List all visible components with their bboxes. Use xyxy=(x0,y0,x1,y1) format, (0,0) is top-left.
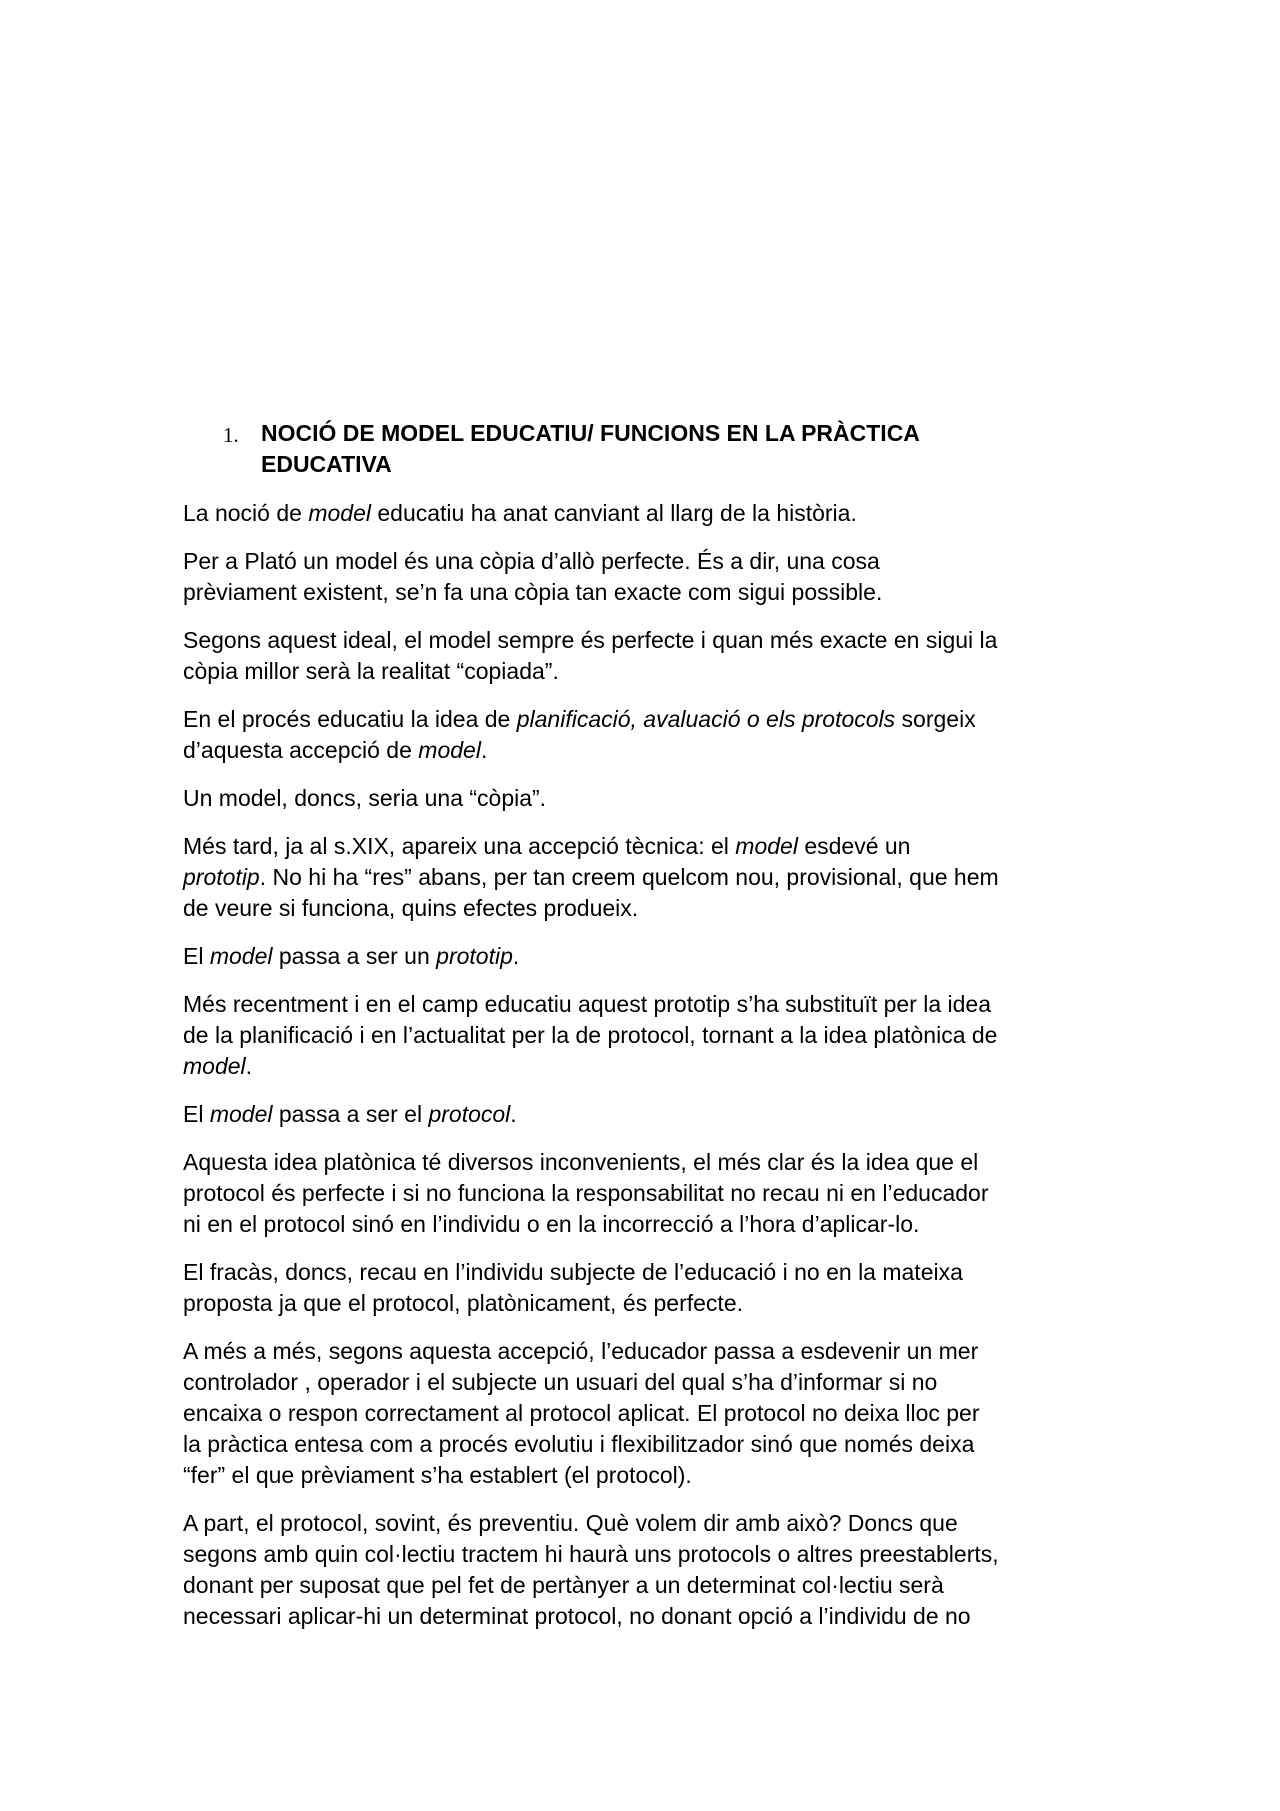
text-run: sorgeix d’aquesta accepció de xyxy=(183,706,976,763)
paragraph-list xyxy=(183,498,1108,1632)
text-run: educatiu ha anat canviant al llarg de la història. xyxy=(370,500,857,526)
section-title-line-2: EDUCATIVA xyxy=(261,451,392,477)
text-run: Per a Plató un model és una còpia d’allò perfecte. És a dir, una cosa prèviament existent, se’n fa una còpia tan exacte com sigui possible. xyxy=(183,548,883,605)
italic-text: planificació, avaluació o els protocols xyxy=(516,706,896,732)
text-run: El xyxy=(183,943,210,969)
paragraph xyxy=(183,546,1108,608)
paragraph xyxy=(183,704,1108,766)
paragraph xyxy=(183,783,1108,814)
paragraph xyxy=(183,1336,1108,1491)
italic-text: model xyxy=(209,1101,273,1127)
italic-text: model xyxy=(308,500,371,526)
italic-text: model xyxy=(418,737,481,763)
text-run: El fracàs, doncs, recau en l’individu subjecte de l’educació i no en la mateixa proposta ja que el protocol, platònicament, és perfecte. xyxy=(183,1259,963,1316)
italic-text: model xyxy=(209,943,273,969)
text-run: La noció de xyxy=(183,500,309,526)
paragraph xyxy=(183,625,1108,687)
italic-text: protocol xyxy=(428,1101,511,1127)
text-run: . No hi ha “res” abans, per tan creem quelcom nou, provisional, que hem de veure si funciona, quins efectes produeix. xyxy=(183,864,999,921)
text-run: El xyxy=(183,1101,210,1127)
paragraph xyxy=(183,989,1108,1082)
italic-text: model xyxy=(735,833,798,859)
italic-text: prototip xyxy=(183,864,260,890)
paragraph xyxy=(183,1147,1108,1240)
text-run: Segons aquest ideal, el model sempre és perfecte i quan més exacte en sigui la còpia millor serà la realitat “copiada”. xyxy=(183,627,998,684)
text-run: Més recentment i en el camp educatiu aquest prototip s’ha substituït per la idea de la planificació i en l’actualitat per la de protocol, tornant a la idea platònica de xyxy=(183,991,998,1048)
text-run: A més a més, segons aquesta accepció, l’educador passa a esdevenir un mer controlador , operador i el subjecte un usuari del qual s’ha d’informar si no encaixa o respon correctament al protocol aplicat. El protocol no deixa lloc per la pràctica entesa com a procés evolutiu i flexibilitzador sinó que només deixa “fer” el que prèviament s’ha establert (el protocol). xyxy=(183,1338,980,1488)
paragraph xyxy=(183,1508,1108,1632)
text-run: En el procés educatiu la idea de xyxy=(183,706,517,732)
paragraph xyxy=(183,1099,1108,1130)
document-body xyxy=(183,418,1108,1649)
text-run: . xyxy=(480,737,488,763)
text-run: . xyxy=(245,1053,253,1079)
italic-text: model xyxy=(183,1053,246,1079)
paragraph xyxy=(183,831,1108,924)
paragraph xyxy=(183,941,1108,972)
text-run: Un model, doncs, seria una “còpia”. xyxy=(183,785,547,811)
text-run: Aquesta idea platònica té diversos inconvenients, el més clar és la idea que el protocol és perfecte i si no funciona la responsabilitat no recau ni en l’educador ni en el protocol sinó en l’individu o en la incorrecció a l’hora d’aplicar-lo. xyxy=(183,1149,989,1237)
section-heading xyxy=(183,418,1108,480)
paragraph xyxy=(183,498,1108,529)
text-run: . xyxy=(510,1101,517,1127)
text-run: esdevé un xyxy=(804,833,911,859)
text-run: passa a ser el xyxy=(272,1101,429,1127)
text-run: A part, el protocol, sovint, és preventiu. Què volem dir amb això? Doncs que segons amb quin col·lectiu tractem hi haurà uns protocols o altres preestablerts, donant per suposat que pel fet de pertànyer a un determinat col·lectiu serà necessari aplicar-hi un determinat protocol, no donant opció a l’individu de no xyxy=(183,1510,999,1629)
text-run: . xyxy=(512,943,520,969)
italic-text: prototip xyxy=(436,943,513,969)
text-run: passa a ser un xyxy=(272,943,437,969)
section-title-line-1: NOCIÓ DE MODEL EDUCATIU/ FUNCIONS EN LA PRÀCTICA xyxy=(261,420,920,446)
text-run: Més tard, ja al s.XIX, apareix una accepció tècnica: el xyxy=(183,833,736,859)
section-number: 1. xyxy=(223,423,239,447)
paragraph xyxy=(183,1257,1108,1319)
